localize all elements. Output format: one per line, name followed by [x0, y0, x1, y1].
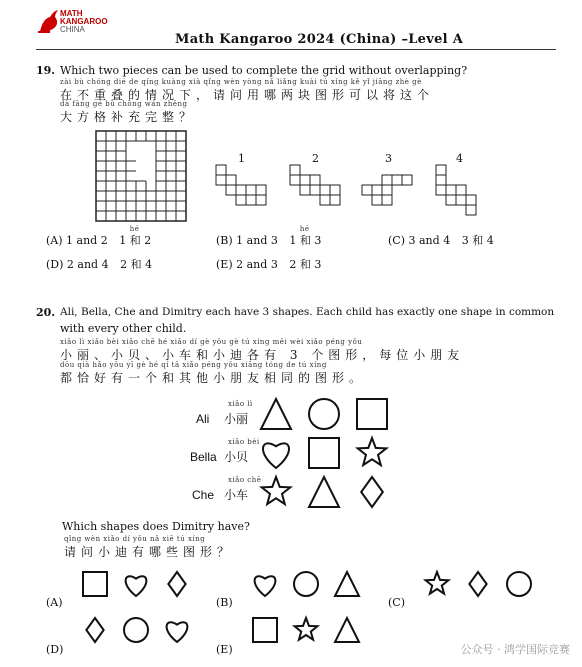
option-and: and	[419, 234, 440, 247]
q20-number: 20.	[36, 306, 56, 319]
option-first: 2	[236, 258, 244, 271]
and-zh: 和	[472, 234, 484, 247]
option-zh	[289, 225, 322, 247]
q19-chinese-2: 大方格补充完整？	[60, 110, 197, 124]
children-shape-grid	[255, 394, 395, 516]
and-pinyin: hé	[129, 225, 140, 233]
option-zh	[119, 225, 152, 247]
q19-option-e[interactable]	[216, 256, 321, 272]
q20-option-a-label[interactable]: (A)	[46, 596, 63, 609]
child-pinyin-che: xiǎo chē	[228, 476, 262, 484]
circle-icon	[309, 399, 339, 429]
and-zh: 和	[299, 258, 311, 271]
diamond-icon	[86, 618, 103, 642]
q19-piece-3	[362, 175, 412, 205]
option-label: (E)	[216, 258, 233, 271]
option-zh-second: 2	[144, 234, 152, 247]
header-rule	[36, 49, 556, 50]
q19-piece-4	[436, 165, 476, 215]
option-zh-first: 1	[289, 234, 297, 247]
kangaroo-logo-icon	[36, 8, 60, 34]
q19-option-d[interactable]	[46, 256, 152, 272]
q20-text-1: Ali, Bella, Che and Dimitry each have 3 shapes. Each child has exactly one shape in common	[60, 306, 555, 318]
option-zh	[120, 258, 152, 271]
q20-question-chinese: 请问小迪有哪些图形？	[64, 545, 235, 559]
option-zh-second: 3	[314, 234, 322, 247]
child-zh-ali: 小丽	[224, 412, 249, 426]
child-zh-che: 小车	[224, 488, 249, 502]
and-zh: 和	[129, 234, 141, 247]
star-icon	[358, 438, 387, 465]
q20-option-c-shapes[interactable]	[422, 568, 537, 600]
q20-chinese-1: 小丽、小贝、小车和小迪各有 3 个图形，每位小朋友	[60, 348, 465, 362]
option-label: (A)	[46, 234, 63, 247]
circle-icon	[507, 572, 531, 596]
option-zh-and	[299, 225, 311, 247]
q20-text-2: with every other child.	[60, 322, 187, 335]
logo-text	[60, 10, 108, 34]
heart-icon	[255, 576, 276, 596]
option-first: 3	[408, 234, 416, 247]
circle-icon	[294, 572, 318, 596]
child-name-bella: Bella	[190, 450, 217, 464]
q20-option-d-shapes[interactable]	[80, 614, 195, 646]
child-zh-bella: 小贝	[224, 450, 249, 464]
q20-option-e-shapes[interactable]	[250, 614, 365, 646]
option-zh-and	[129, 225, 141, 247]
q20-option-e-label[interactable]: (E)	[216, 643, 233, 656]
child-pinyin-ali: xiǎo lì	[228, 400, 253, 408]
option-zh-second: 4	[486, 234, 494, 247]
q19-number: 19.	[36, 64, 56, 77]
option-and: and	[76, 234, 98, 247]
q20-option-b-shapes[interactable]	[250, 568, 365, 600]
circle-icon	[124, 618, 148, 642]
logo-line-1: MATH	[60, 9, 83, 18]
triangle-icon	[335, 618, 359, 642]
option-second: 3	[270, 234, 278, 247]
option-first: 1	[66, 234, 74, 247]
option-zh-second: 4	[145, 258, 153, 271]
and-zh: 和	[299, 234, 311, 247]
q20-pinyin-1: xiǎo lì xiǎo bèi xiǎo chē hé xiǎo dí gè yǒu gè tú xíng měi wèi xiǎo péng yǒu	[60, 338, 363, 346]
option-label: (D)	[46, 258, 64, 271]
q19-option-a[interactable]	[46, 225, 152, 248]
option-first: 2	[66, 258, 74, 271]
q20-option-c-label[interactable]: (C)	[388, 596, 405, 609]
and-pinyin: hé	[299, 225, 310, 233]
q19-text: Which two pieces can be used to complete the grid without overlapping?	[60, 64, 468, 77]
option-zh-first: 2	[120, 258, 128, 271]
q20-chinese-2: 都恰好有一个和其他小朋友相同的图形。	[60, 371, 367, 385]
piece-label-1: 1	[238, 152, 245, 165]
option-and: and	[246, 258, 268, 271]
option-zh	[289, 258, 321, 271]
option-zh-first: 3	[461, 234, 469, 247]
q19-piece-2	[290, 165, 340, 205]
square-icon	[83, 572, 107, 596]
q20-option-b-label[interactable]: (B)	[216, 596, 233, 609]
child-name-ali: Ali	[196, 412, 210, 426]
star-icon	[295, 618, 318, 640]
piece-label-3: 3	[385, 152, 392, 165]
piece-label-2: 2	[312, 152, 319, 165]
logo-line-2: KANGAROO	[60, 17, 108, 26]
option-zh-first: 1	[119, 234, 127, 247]
child-name-che: Che	[192, 488, 215, 502]
diamond-icon	[469, 572, 486, 596]
option-second: 4	[443, 234, 451, 247]
q19-option-c[interactable]	[388, 232, 494, 248]
option-label: (C)	[388, 234, 405, 247]
q19-pinyin-1: zài bù chóng dié de qíng kuàng xià qǐng wèn yòng nǎ liǎng kuài tú xíng kě yǐ jiāng zhè gè	[60, 78, 422, 86]
square-icon	[253, 618, 277, 642]
q20-question-pinyin: qǐng wèn xiǎo dí yǒu nǎ xiē tú xíng	[64, 535, 206, 543]
logo-line-3: CHINA	[60, 25, 85, 34]
watermark: 公众号 · 鸿学国际竞赛	[460, 643, 570, 656]
option-second: 4	[101, 258, 109, 271]
triangle-icon	[335, 572, 359, 596]
heart-icon	[126, 576, 147, 596]
q20-option-d-label[interactable]: (D)	[46, 643, 64, 656]
option-and: and	[77, 258, 99, 271]
heart-icon	[263, 443, 289, 468]
q19-option-b[interactable]	[216, 225, 322, 248]
option-first: 1	[236, 234, 244, 247]
triangle-icon	[261, 399, 291, 429]
q20-pinyin-2: dōu qià hǎo yǒu yī gè hé qí tā xiǎo péng yǒu xiāng tóng de tú xíng	[60, 361, 327, 369]
diamond-icon	[168, 572, 185, 596]
star-icon	[426, 572, 449, 594]
q20-option-a-shapes[interactable]	[80, 568, 195, 600]
heart-icon	[167, 622, 188, 642]
square-icon	[309, 438, 339, 468]
page-header: Math Kangaroo 2024 (China) –Level A	[175, 32, 464, 47]
diamond-icon	[361, 477, 383, 507]
q20-question: Which shapes does Dimitry have?	[62, 520, 250, 533]
option-and: and	[246, 234, 268, 247]
triangle-icon	[309, 477, 339, 507]
option-zh-second: 3	[314, 258, 322, 271]
q19-main-grid	[96, 131, 186, 221]
piece-label-4: 4	[456, 152, 463, 165]
option-zh	[462, 234, 494, 247]
option-second: 3	[270, 258, 278, 271]
star-icon	[262, 477, 291, 504]
option-label: (B)	[216, 234, 233, 247]
option-second: 2	[100, 234, 108, 247]
child-pinyin-bella: xiǎo bèi	[228, 438, 260, 446]
and-zh: 和	[130, 258, 142, 271]
option-zh-first: 2	[289, 258, 297, 271]
q19-pinyin-2: dà fāng gé bǔ chōng wán zhěng	[60, 100, 188, 108]
q19-chinese-1: 在不重叠的情况下，请问用哪两块图形可以将这个	[60, 88, 435, 102]
q19-piece-1	[216, 165, 266, 205]
square-icon	[357, 399, 387, 429]
